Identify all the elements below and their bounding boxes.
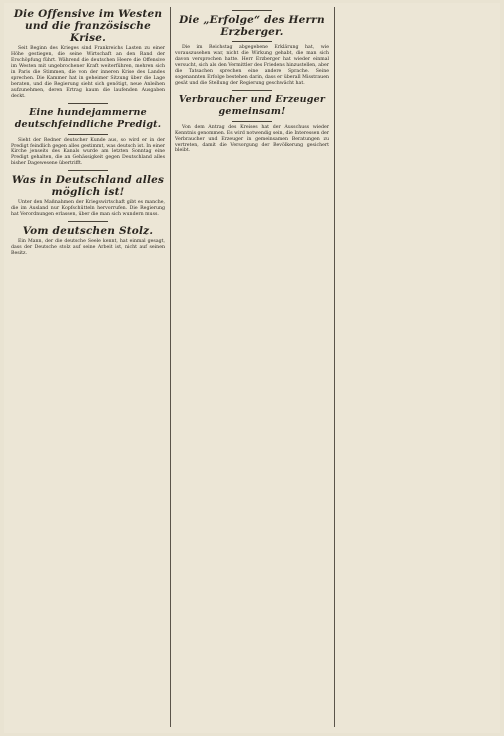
article-body: Die im Reichstag abgegebene Erklärung hat, wie vorauszusehen war, nicht die Wirkung gehabt, die man sich davon versprochen hatte. Herr Erzberger hat wieder einmal versucht, sich als den Vermittler des Friedens hinzustellen, aber die Tatsachen sprechen eine andere Sprache. Seine sogenannten Erfolge bestehen darin, dass er überall Misstrauen gesät und die Stellung der Regierung geschwächt hat.: [175, 45, 329, 86]
column-divider: [334, 7, 335, 727]
article-headline: Verbraucher und Erzeuger gemeinsam!: [178, 93, 326, 117]
article-body: Unter den Maßnahmen der Kriegswirtschaft gibt es manche, die im Ausland nur Kopfschütteln hervorrufen. Die Regierung hat Verordnungen erlassen, über die man sich wundern muss.: [11, 200, 165, 218]
article-body: Sieht der Redner deutscher Kunde aus, so wird er in der Predigt feindlich gegen alles gestimmt, was deutsch ist. In einer Kirche jenseits des Kanals wurde am letzten Sonntag eine Predigt gehalten, die an Gehässigkeit gegen Deutschland alles bisher Dagewesene übertrifft.: [11, 137, 165, 167]
article-body: Ein Mann, der die deutsche Seele kennt, hat einmal gesagt, dass der Deutsche stolz auf seine Arbeit ist, nicht auf seinen Besitz.: [11, 239, 165, 257]
headline-rule: [232, 41, 272, 42]
article-headline: Die Offensive im Westen und die französische Krise.: [13, 8, 163, 44]
column-left: [11, 7, 165, 727]
column-right: [339, 7, 493, 727]
headline-rule: [232, 121, 272, 122]
column-middle: [175, 7, 329, 727]
article-body: Von dem Antrag des Kreises hat der Ausschuss wieder Kenntnis genommen. Es wird notwendig sein, die Interessen der Verbraucher und Erzeuger in gemeinsamen Beratungen zu vertreten, damit die Versorgung der Bevölkerung gesichert bleibt.: [175, 124, 329, 154]
article-separator: [68, 103, 108, 104]
article-separator: [68, 170, 108, 171]
article-separator: [232, 10, 272, 11]
article-headline: Die „Erfolge“ des Herrn Erzberger.: [179, 14, 325, 38]
article-body: Seit Beginn des Krieges sind Frankreichs Lasten zu einer Höhe gestiegen, die seine Wirtschaft an den Rand der Erschöpfung führt. Während die deutschen Heere die Offensive im Westen mit ungebrochener Kraft weiterführen, mehren sich in Paris die Stimmen, die von der inneren Krise des Landes sprechen. Die Kammer hat in geheimer Sitzung über die Lage beraten, und die Regierung sieht sich genötigt, neue Anleihen aufzunehmen, deren Ertrag kaum die laufenden Ausgaben deckt.: [11, 46, 165, 99]
headline-rule: [68, 134, 108, 135]
article-headline: Eine hundejammerne deutschfeindliche Predigt.: [14, 106, 162, 130]
article-separator: [232, 90, 272, 91]
newspaper-page: [4, 3, 500, 733]
column-divider: [170, 7, 171, 727]
article-headline: Was in Deutschland alles möglich ist!: [11, 174, 165, 199]
article-separator: [68, 221, 108, 222]
article-headline: Vom deutschen Stolz.: [22, 225, 154, 238]
